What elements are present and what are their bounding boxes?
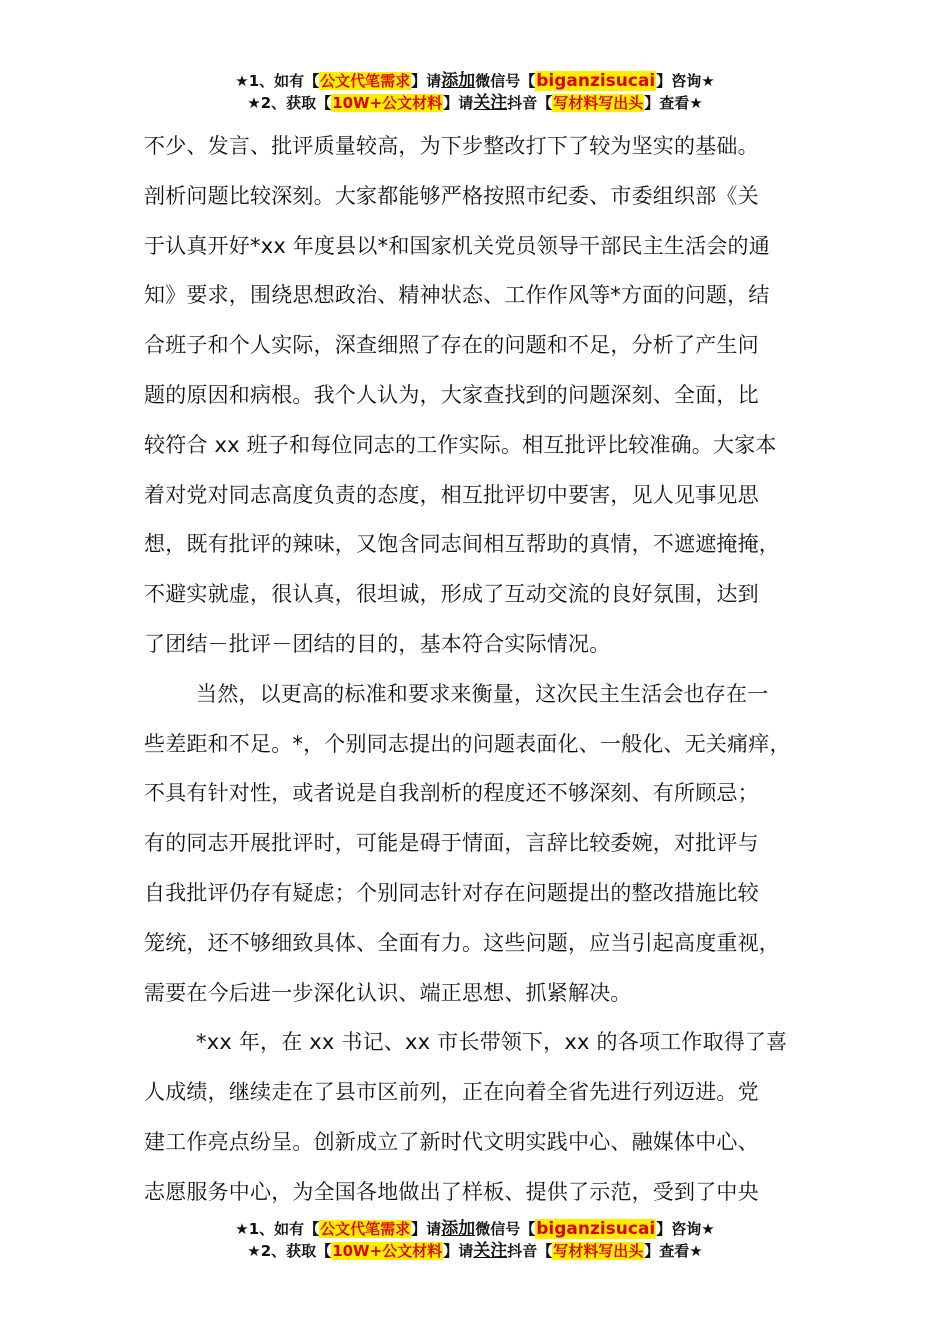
highlight-service: 公文代笔需求 xyxy=(320,72,411,90)
body-line: 些差距和不足。*，个别同志提出的问题表面化、一般化、无关痛痒， xyxy=(144,731,791,756)
highlight-service: 公文代笔需求 xyxy=(320,1220,411,1238)
body-line: 剖析问题比较深刻。大家都能够严格按照市纪委、市委组织部《关 xyxy=(144,183,759,208)
paragraph-start-line: *xx 年，在 xx 书记、xx 市长带领下，xx 的各项工作取得了喜 xyxy=(196,1030,788,1055)
banner-line-2: ★2、获取【10W+公文材料】请关注抖音【写材料写出头】查看★ xyxy=(247,93,703,113)
body-line: 题的原因和病根。我个人认为，大家查找到的问题深刻、全面，比 xyxy=(144,382,759,407)
body-line: 知》要求，围绕思想政治、精神状态、工作作风等*方面的问题，结 xyxy=(144,283,770,308)
footer-banner xyxy=(0,1218,950,1262)
highlight-materials: 10W+公文材料 xyxy=(332,94,443,112)
body-line: 较符合 xx 班子和每位同志的工作实际。相互批评比较准确。大家本 xyxy=(144,432,777,457)
body-line: 有的同志开展批评时，可能是碍于情面，言辞比较委婉，对批评与 xyxy=(144,831,759,856)
body-line: 不避实就虚，很认真，很坦诚，形成了互动交流的良好氛围，达到 xyxy=(144,582,759,607)
body-line: 了团结－批评－团结的目的，基本符合实际情况。 xyxy=(144,631,611,656)
document-body xyxy=(144,122,824,1218)
body-line: 需要在今后进一步深化认识、端正思想、抓紧解决。 xyxy=(144,980,632,1005)
body-line: 想，既有批评的辣味，又饱含同志间相互帮助的真情，不遮遮掩掩， xyxy=(144,532,780,557)
highlight-wechat-id: biganzisucai xyxy=(536,71,656,91)
body-line: 志愿服务中心，为全国各地做出了样板、提供了示范，受到了中央 xyxy=(144,1179,759,1204)
body-line: 于认真开好*xx 年度县以*和国家机关党员领导干部民主生活会的通 xyxy=(144,233,770,258)
header-banner xyxy=(0,70,950,114)
paragraph-start-line: 当然，以更高的标准和要求来衡量，这次民主生活会也存在一 xyxy=(196,681,769,706)
body-line: 合班子和个人实际，深查细照了存在的问题和不足，分析了产生问 xyxy=(144,333,759,358)
body-line: 人成绩，继续走在了县市区前列，正在向着全省先进行列迈进。党 xyxy=(144,1080,759,1105)
body-line: 不少、发言、批评质量较高，为下步整改打下了较为坚实的基础。 xyxy=(144,134,759,158)
banner-line-2: ★2、获取【10W+公文材料】请关注抖音【写材料写出头】查看★ xyxy=(247,1241,703,1261)
body-line: 不具有针对性，或者说是自我剖析的程度还不够深刻、有所顾忌； xyxy=(144,781,759,806)
body-line: 建工作亮点纷呈。创新成立了新时代文明实践中心、融媒体中心、 xyxy=(144,1129,759,1154)
body-line: 笼统，还不够细致具体、全面有力。这些问题，应当引起高度重视， xyxy=(144,930,780,955)
banner-line-1: ★1、如有【公文代笔需求】请添加微信号【biganzisucai】咨询★ xyxy=(235,71,715,91)
highlight-douyin-account: 写材料写出头 xyxy=(553,94,644,112)
highlight-douyin-account: 写材料写出头 xyxy=(553,1242,644,1260)
highlight-wechat-id: biganzisucai xyxy=(536,1219,656,1239)
body-line: 着对党对同志高度负责的态度，相互批评切中要害，见人见事见思 xyxy=(144,482,759,507)
highlight-materials: 10W+公文材料 xyxy=(332,1242,443,1260)
banner-line-1: ★1、如有【公文代笔需求】请添加微信号【biganzisucai】咨询★ xyxy=(235,1219,715,1239)
body-line: 自我批评仍存有疑虑；个别同志针对存在问题提出的整改措施比较 xyxy=(144,880,759,905)
